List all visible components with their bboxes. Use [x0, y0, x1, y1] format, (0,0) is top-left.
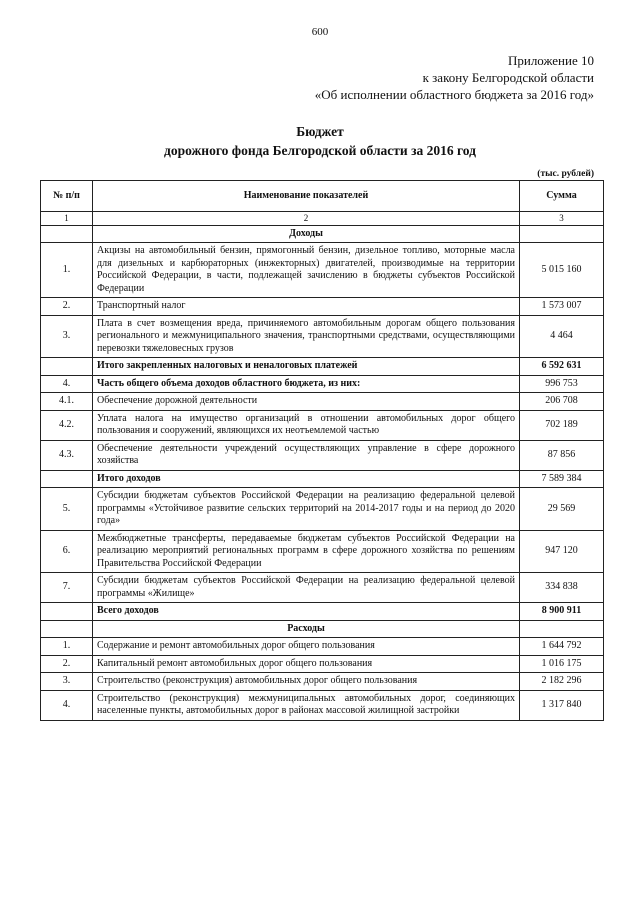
row-name: Всего доходов	[93, 603, 520, 621]
page-number: 600	[311, 26, 329, 38]
row-number: 3.	[41, 315, 93, 358]
section-expense-title: Расходы	[93, 620, 520, 638]
column-index-row	[41, 212, 604, 226]
row-name: Субсидии бюджетам субъектов Российской Федерации на реализацию федеральной целевой программы «Устойчивое развитие сельских территорий на 2014-2017 годы и на период до 2020 года»	[93, 488, 520, 531]
row-number: 3.	[41, 673, 93, 691]
row-name: Уплата налога на имущество организаций в отношении автомобильных дорог общего пользования и сооружений, являющихся их неотъемлемой частью	[93, 410, 520, 440]
table-row	[41, 690, 604, 720]
row-sum: 702 189	[520, 410, 604, 440]
row-name: Субсидии бюджетам субъектов Российской Федерации на реализацию федеральной целевой программы «Жилище»	[93, 573, 520, 603]
table-row	[41, 488, 604, 531]
row-number: 4.1.	[41, 393, 93, 411]
col-index-2: 2	[93, 212, 520, 226]
table-row	[41, 375, 604, 393]
appendix-line: Приложение 10	[507, 53, 594, 68]
table-row	[41, 440, 604, 470]
row-sum: 7 589 384	[520, 470, 604, 488]
col-index-3: 3	[520, 212, 604, 226]
row-name: Итого доходов	[93, 470, 520, 488]
document-title	[0, 122, 640, 160]
row-name: Содержание и ремонт автомобильных дорог общего пользования	[93, 638, 520, 656]
row-sum: 8 900 911	[520, 603, 604, 621]
row-sum: 6 592 631	[520, 358, 604, 376]
title-line: дорожного фонда Белгородской области за 2016 год	[164, 143, 476, 158]
header-num: № п/п	[41, 181, 93, 212]
row-number: 1.	[41, 638, 93, 656]
row-sum: 334 838	[520, 573, 604, 603]
table-header-row	[41, 181, 604, 212]
table-row	[41, 603, 604, 621]
row-number: 7.	[41, 573, 93, 603]
row-sum: 2 182 296	[520, 673, 604, 691]
table-row	[41, 673, 604, 691]
row-sum: 996 753	[520, 375, 604, 393]
table-row	[41, 243, 604, 298]
table-row	[41, 573, 604, 603]
row-sum: 947 120	[520, 530, 604, 573]
row-number: 2.	[41, 655, 93, 673]
row-name: Итого закрепленных налоговых и неналоговых платежей	[93, 358, 520, 376]
row-sum: 4 464	[520, 315, 604, 358]
appendix-line: «Об исполнении областного бюджета за 2016 год»	[314, 87, 594, 102]
row-name: Обеспечение деятельности учреждений осуществляющих управление в сфере дорожного хозяйства	[93, 440, 520, 470]
row-number	[41, 603, 93, 621]
row-number: 5.	[41, 488, 93, 531]
row-sum: 1 317 840	[520, 690, 604, 720]
row-name: Обеспечение дорожной деятельности	[93, 393, 520, 411]
row-number	[41, 470, 93, 488]
table-row	[41, 470, 604, 488]
row-number: 4.3.	[41, 440, 93, 470]
row-name: Строительство (реконструкция) межмуниципальных автомобильных дорог, соединяющих населенные пункты, автомобильных дорог в районах массовой жилищной застройки	[93, 690, 520, 720]
row-number: 4.	[41, 690, 93, 720]
row-sum: 206 708	[520, 393, 604, 411]
header-sum: Сумма	[520, 181, 604, 212]
row-sum: 87 856	[520, 440, 604, 470]
row-sum: 5 015 160	[520, 243, 604, 298]
table-row	[41, 638, 604, 656]
row-name: Часть общего объема доходов областного бюджета, из них:	[93, 375, 520, 393]
row-name: Межбюджетные трансферты, передаваемые бюджетам субъектов Российской Федерации на реализацию мероприятий региональных программ в сфере дорожного хозяйства по решениям Правительства Российской Федерации	[93, 530, 520, 573]
row-name: Транспортный налог	[93, 298, 520, 316]
header-name: Наименование показателей	[93, 181, 520, 212]
row-sum: 1 644 792	[520, 638, 604, 656]
row-sum: 1 016 175	[520, 655, 604, 673]
row-number: 6.	[41, 530, 93, 573]
table-row	[41, 358, 604, 376]
appendix-line: к закону Белгородской области	[422, 70, 594, 85]
units-label: (тыс. рублей)	[537, 169, 594, 179]
table-row	[41, 393, 604, 411]
section-income-title: Доходы	[93, 225, 520, 243]
section-expense-row	[41, 620, 604, 638]
section-income-row	[41, 225, 604, 243]
table-row	[41, 530, 604, 573]
row-name: Строительство (реконструкция) автомобильных дорог общего пользования	[93, 673, 520, 691]
appendix-header	[315, 52, 594, 103]
row-name: Плата в счет возмещения вреда, причиняемого автомобильным дорогам общего пользования регионального и межмуниципального значения, транспортными средствами, осуществляющими перевозки тяжеловесных грузов	[93, 315, 520, 358]
table-row	[41, 298, 604, 316]
row-number: 4.2.	[41, 410, 93, 440]
row-name: Капитальный ремонт автомобильных дорог общего пользования	[93, 655, 520, 673]
row-number: 4.	[41, 375, 93, 393]
col-index-1: 1	[41, 212, 93, 226]
row-name: Акцизы на автомобильный бензин, прямогонный бензин, дизельное топливо, моторные масла для дизельных и карбюраторных (инжекторных) двигателей, производимые на территории Российской Федерации, в части, подлежащей зачислению в бюджеты субъектов Российской Федерации	[93, 243, 520, 298]
table-row	[41, 410, 604, 440]
budget-table	[40, 180, 604, 721]
table-row	[41, 315, 604, 358]
row-number: 2.	[41, 298, 93, 316]
row-number: 1.	[41, 243, 93, 298]
title-line: Бюджет	[296, 124, 344, 139]
row-sum: 1 573 007	[520, 298, 604, 316]
table-row	[41, 655, 604, 673]
row-sum: 29 569	[520, 488, 604, 531]
row-number	[41, 358, 93, 376]
